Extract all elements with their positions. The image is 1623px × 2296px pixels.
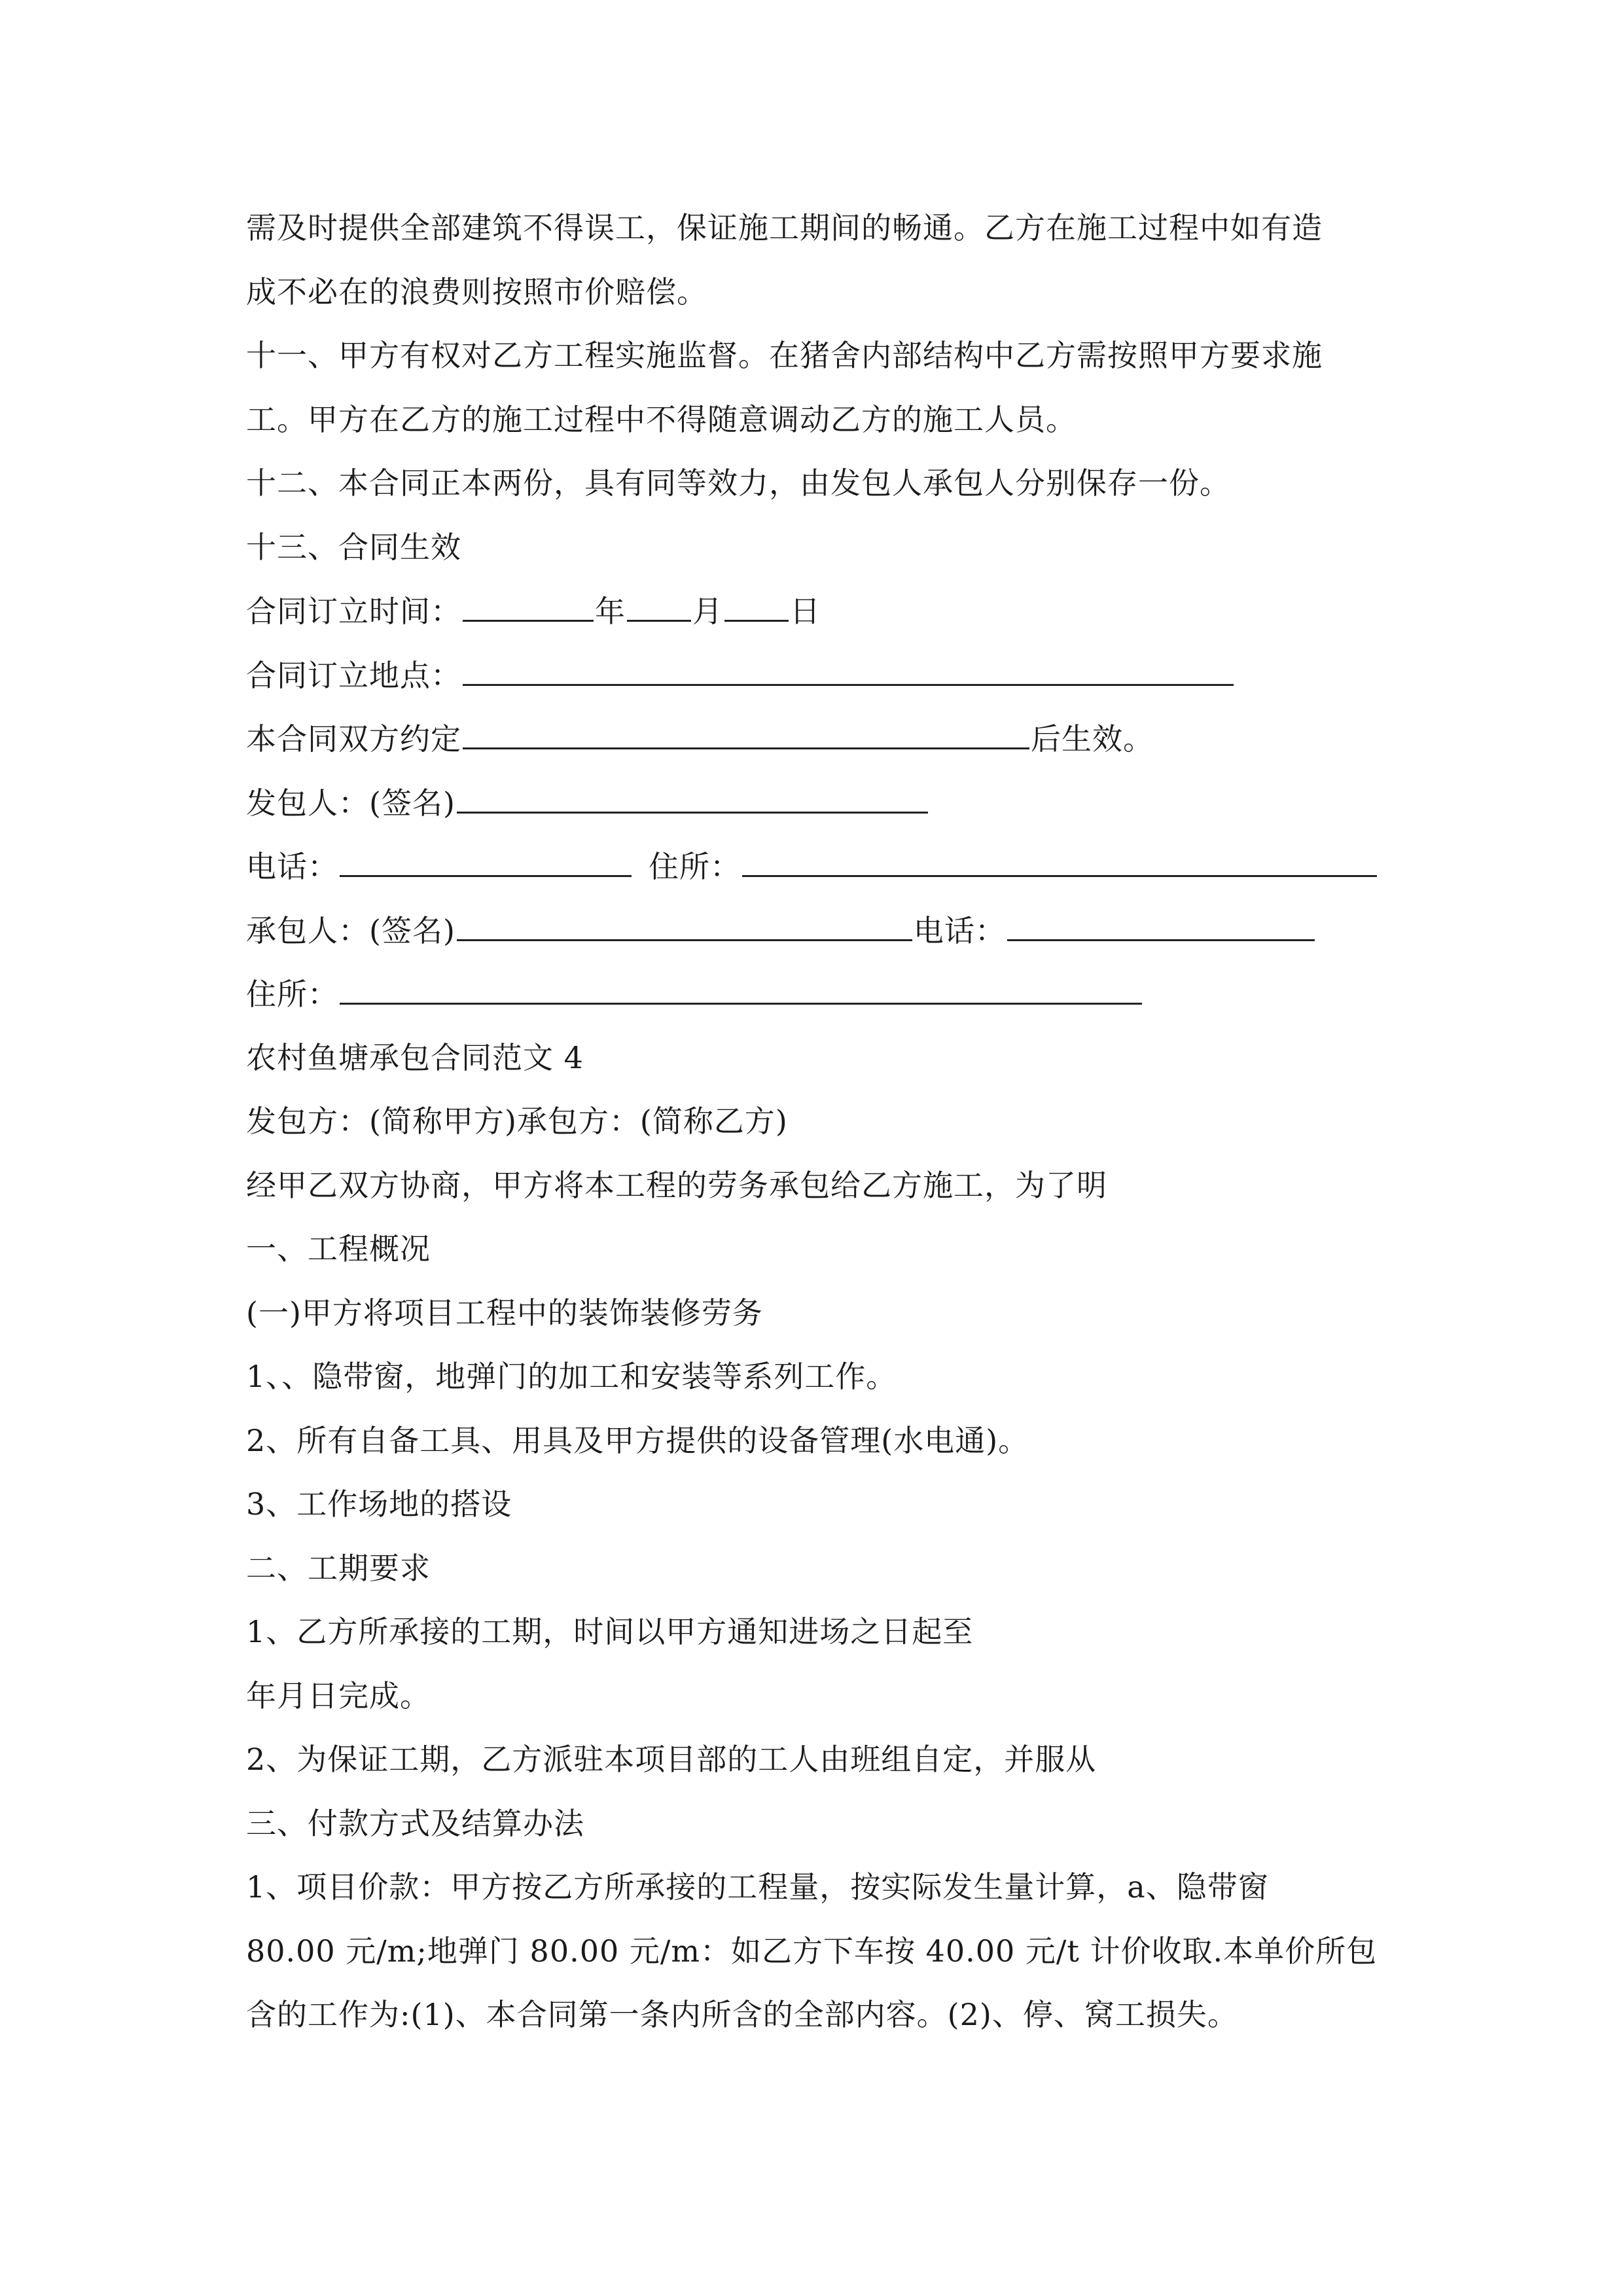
signing-date-row (246, 591, 821, 631)
employer-address-label: 住所： (649, 849, 741, 884)
employer-phone-blank[interactable] (340, 846, 632, 877)
agreement-prefix: 本合同双方约定 (246, 721, 461, 757)
contractor-address-blank[interactable] (340, 974, 1142, 1005)
contractor-signature-label: 承包人：(签名) (246, 913, 455, 948)
contractor-phone-label: 电话： (913, 913, 1006, 948)
heading-schedule: 二、工期要求 (246, 1551, 431, 1586)
list-item: 1、项目价款：甲方按乙方所承接的工程量，按实际发生量计算，a、隐带窗 (246, 1869, 1269, 1905)
month-label: 月 (692, 594, 723, 629)
parties-line: 发包方：(简称甲方)承包方：(简称乙方) (246, 1103, 788, 1139)
list-item: 1、、隐带窗，地弹门的加工和安装等系列工作。 (246, 1359, 897, 1394)
employer-address-blank[interactable] (742, 846, 1377, 877)
list-item: 3、工作场地的搭设 (246, 1486, 512, 1522)
list-item: 2、为保证工期，乙方派驻本项目部的工人由班组自定，并服从 (246, 1742, 1097, 1777)
day-blank[interactable] (724, 591, 789, 622)
list-item: 1、乙方所承接的工期，时间以甲方通知进场之日起至 (246, 1614, 974, 1649)
month-blank[interactable] (627, 591, 691, 622)
paragraph-line: 成不必在的浪费则按照市价赔偿。 (246, 274, 707, 310)
contractor-signature-blank[interactable] (457, 910, 912, 941)
employer-contact-row (246, 846, 1378, 886)
year-blank[interactable] (463, 591, 594, 622)
employer-signature-blank[interactable] (457, 783, 928, 814)
clause-11: 十一、甲方有权对乙方工程实施监督。在猪舍内部结构中乙方需按照甲方要求施 (246, 338, 1323, 373)
year-label: 年 (595, 594, 626, 629)
clause-13-heading: 十三、合同生效 (246, 529, 461, 565)
paragraph-line: 年月日完成。 (246, 1678, 431, 1713)
signing-place-blank[interactable] (463, 655, 1234, 686)
contractor-address-row (246, 974, 1143, 1014)
employer-phone-label: 电话： (246, 849, 338, 884)
signing-date-label: 合同订立时间： (246, 594, 461, 629)
paragraph-line: 经甲乙双方协商，甲方将本工程的劳务承包给乙方施工，为了明 (246, 1168, 1107, 1203)
paragraph-line: 需及时提供全部建筑不得误工，保证施工期间的畅通。乙方在施工过程中如有造 (246, 210, 1323, 245)
heading-project-overview: 一、工程概况 (246, 1231, 431, 1266)
contractor-signature-row (246, 910, 1316, 950)
paragraph-line: 80.00 元/m;地弹门 80.00 元/m：如乙方下车按 40.00 元/t 计价收取.本单价所包 (246, 1933, 1378, 1969)
contractor-phone-blank[interactable] (1007, 910, 1315, 941)
employer-signature-label: 发包人：(签名) (246, 785, 455, 821)
heading-payment: 三、付款方式及结算办法 (246, 1806, 584, 1841)
contractor-address-label: 住所： (246, 977, 338, 1012)
paragraph-line: (一)甲方将项目工程中的装饰装修劳务 (246, 1295, 763, 1331)
day-label: 日 (790, 594, 821, 629)
paragraph-line: 含的工作为:(1)、本合同第一条内所含的全部内容。(2)、停、窝工损失。 (246, 1997, 1238, 2032)
list-item: 2、所有自备工具、用具及甲方提供的设备管理(水电通)。 (246, 1423, 1029, 1458)
effective-condition-row (246, 719, 1154, 759)
signing-place-row (246, 655, 1235, 695)
agreement-suffix: 后生效。 (1031, 721, 1154, 757)
effective-condition-blank[interactable] (463, 719, 1029, 749)
clause-12: 十二、本合同正本两份，具有同等效力，由发包人承包人分别保存一份。 (246, 465, 1230, 501)
employer-signature-row (246, 783, 929, 823)
paragraph-line: 工。甲方在乙方的施工过程中不得随意调动乙方的施工人员。 (246, 402, 1077, 437)
section-title: 农村鱼塘承包合同范文 4 (246, 1040, 584, 1075)
signing-place-label: 合同订立地点： (246, 658, 461, 693)
